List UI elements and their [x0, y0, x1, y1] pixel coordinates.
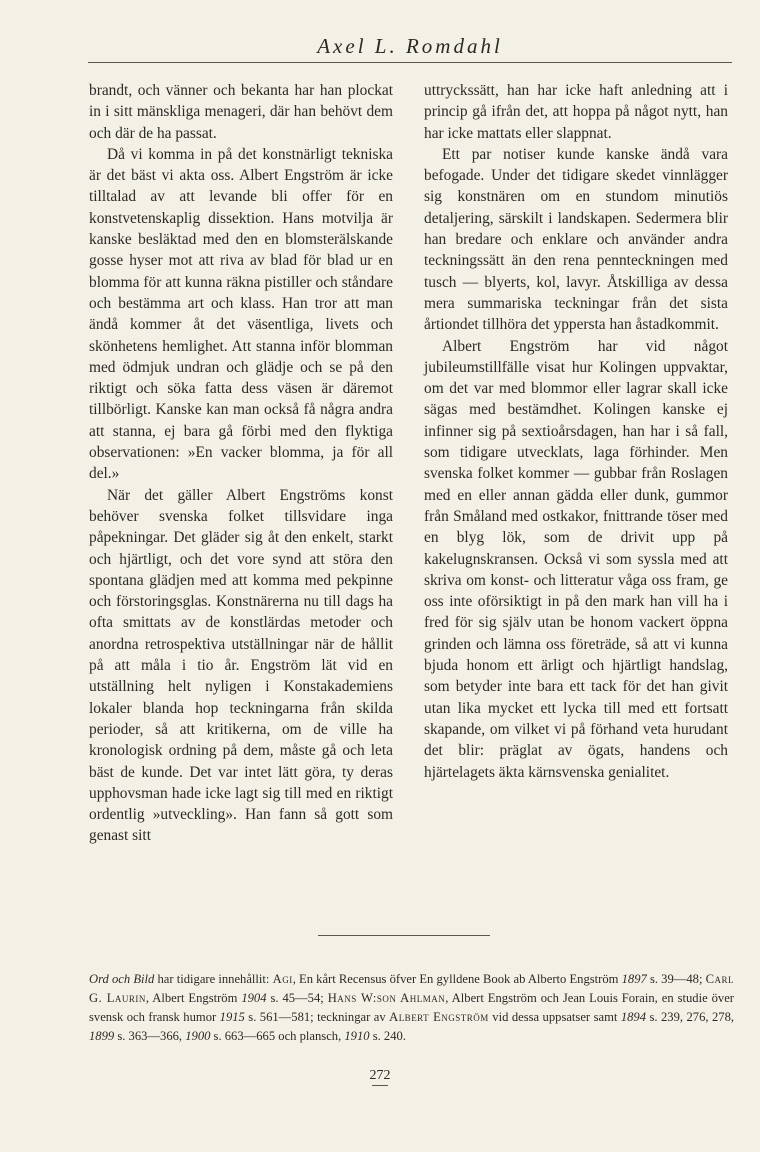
- right-column: [424, 80, 728, 783]
- right-paragraph-3: Albert Engström har vid något jubileumstillfälle visat hur Kolingen uppvaktar, om det var med blommor eller lagrar skall icke sägas med bestämdhet. Kolingen kanske ej infinner sig på sextioårsdagen, han har i så fall, som tidigare utvecklats, laga förhinder. Men svenska folket kommer — gubbar från Roslagen med en eller annan gädda eller dunk, gummor från Småland med ostkakor, fnittrande töser med en blyg lök, som de drivit upp på kakelugnskransen. Också vi som syssla med att skriva om konst- och litteratur våga oss fram, ge oss inte oförsiktigt in på den mark han vill ha i fred för sig själv utan be honom vackert öppna grinden och lämna oss företräde, så att vi kunna bjuda honom ett ärligt och hjärtligt handslag, som betyder inte bara ett tack för det han givit utan lika mycket ett lycka till med ett fortsatt skapande, om vilket vi på förhand veta hurudant det blir: präglat av ögats, handens och hjärtelagets äkta kärnsvenska genialitet.: [424, 337, 728, 781]
- footnote: [89, 970, 734, 1046]
- footnote-text: s. 239, 276, 278,: [646, 1010, 735, 1024]
- left-paragraph-2: Då vi komma in på det konstnärligt tekniska är det bäst vi akta oss. Albert Engström är icke tilltalad av att levande bli offer för en konstvetenskaplig dissektion. Hans motvilja är kanske besläktad med den en blomsterälskande gosse hyser mot att riva av blad för blad ur en blomma för att kunna räkna pistiller och ståndare och bestämma art och klass. Han tror att man ändå kommer åt det väsentliga, livets och skönhetens hemlighet. Att stanna inför blomman med ödmjuk undran och glädje och se på den riktigt och söka fatta dess väsen är däremot tillbörligt. Kanske kan man också få några andra att stanna, ej bara gå förbi med den flyktiga observationen: »En vacker blomma, ja för all del.»: [89, 145, 393, 483]
- footnote-text: s. 363—366,: [114, 1029, 186, 1043]
- right-paragraph-2: Ett par notiser kunde kanske ändå vara befogade. Under det tidigare skedet vinnlägger sig konstnären om en stundom minutiös detaljering, särskilt i landskapen. Sedermera blir han bredare och enklare och använder andra teckningssätt än den rena pennteckningen med tusch — blyerts, kol, lavyr. Åtskilliga av dessa mera summariska teckningar från det sista årtiondet tillhöra det yppersta han åstadkommit.: [424, 145, 728, 334]
- right-paragraph-1: uttryckssätt, han har icke haft anledning att i princip gå ifrån det, att hoppa på något nytt, han har icke mattats eller slappnat.: [424, 82, 728, 142]
- left-column: [89, 80, 393, 847]
- footnote-year: 1904: [241, 991, 267, 1005]
- footnote-text: s. 240.: [369, 1029, 406, 1043]
- footnote-author: Albert Engström: [389, 1010, 489, 1024]
- footnote-year: 1899: [89, 1029, 115, 1043]
- running-head: Axel L. Romdahl: [317, 34, 503, 58]
- footnote-author: Hans W:son Ahlman: [327, 991, 446, 1005]
- footnote-text: vid dessa uppsatser samt: [488, 1010, 621, 1024]
- footnote-year: 1910: [344, 1029, 370, 1043]
- section-divider: [318, 935, 490, 936]
- footnote-year: 1915: [219, 1010, 245, 1024]
- page-number-rule: [372, 1085, 388, 1086]
- footnote-text: s. 561—581; teckningar av: [244, 1010, 390, 1024]
- footnote-journal-title: Ord och Bild: [89, 972, 155, 986]
- footnote-year: 1900: [185, 1029, 211, 1043]
- footnote-text: har tidigare innehållit:: [154, 972, 273, 986]
- footnote-author: Agi: [272, 972, 293, 986]
- footnote-author: Carl G. Laurin: [89, 972, 735, 1005]
- footnote-year: 1894: [620, 1010, 647, 1024]
- page-number: 272: [369, 1068, 391, 1083]
- footnote-text: , En kårt Recensus öfver En gylldene Book ab Alberto Engström: [292, 972, 622, 986]
- footnote-text: s. 39—48;: [646, 972, 706, 986]
- footnote-text: s. 663—665 och plansch,: [210, 1029, 345, 1043]
- footnote-text: s. 45—54;: [266, 991, 328, 1005]
- footnote-year: 1897: [621, 972, 647, 986]
- footnote-text: , Albert Engström: [145, 991, 242, 1005]
- left-paragraph-3: När det gäller Albert Engströms konst behöver svenska folket tillsvidare inga påpekningar. Det gläder sig åt den enkelt, starkt och hjärtligt, och det vore synd att störa den spontana glädjen med att komma med pekpinne och förstoringsglas. Konstnärerna nu till dags ha ofta smittats av de konstlärdas metoder och anordna retrospektiva utställningar när de hållit på att måla i tio år. Engström lät vid en utställning helt nyligen i Konstakademiens lokaler blanda hop teckningarna från skilda perioder, så att kritikerna, om de ville ha kronologisk ordning på dem, måste gå och leta bäst de kunde. Det var intet lätt göra, ty deras upphovsman hade icke lagt sig till med en riktigt ordentlig »utveckling». Han fann så gott som genast sitt: [89, 486, 393, 845]
- footnote-text: , Albert Engström och Jean Louis Forain, en studie över svensk och fransk humor: [89, 991, 735, 1024]
- left-paragraph-1: brandt, och vänner och bekanta har han plockat in i sitt mänskliga menageri, där han behövt dem och där de ha passat.: [89, 82, 393, 142]
- header-rule: [88, 62, 732, 63]
